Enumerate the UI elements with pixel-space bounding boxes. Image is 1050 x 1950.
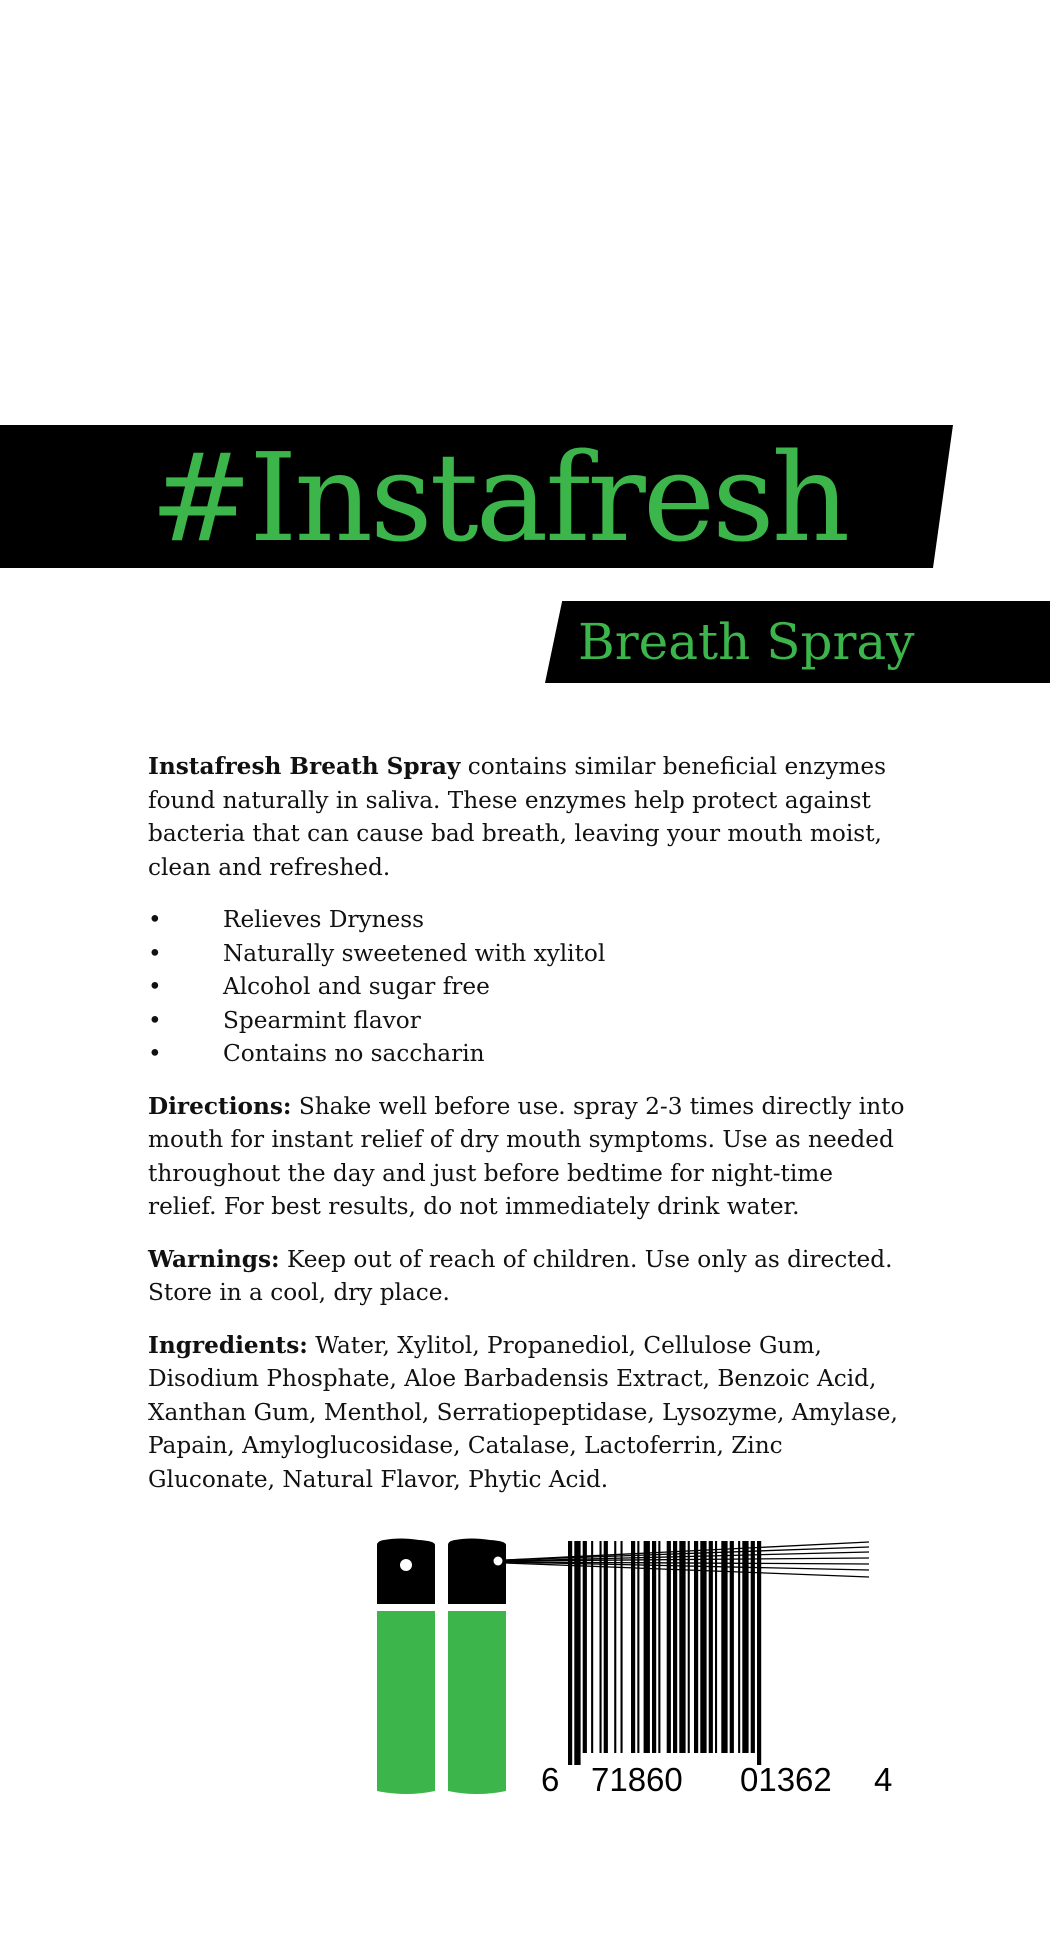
description-text: contains similar beneficial enzymes found naturally in saliva. These enzymes help protect against bacteria that can cause bad breath, leaving your mouth moist, clean and refreshed. — [148, 753, 887, 881]
barcode-bar — [715, 1541, 717, 1753]
description-paragraph — [148, 750, 908, 884]
barcode-bar — [631, 1541, 635, 1753]
product-subtitle: Breath Spray — [578, 613, 915, 671]
barcode-bar — [673, 1541, 677, 1753]
bullet: • — [148, 973, 162, 1000]
label-content — [148, 750, 908, 1515]
ingredients-label: Ingredients: — [148, 1331, 308, 1359]
list-item — [148, 970, 908, 1004]
barcode-bar — [688, 1541, 690, 1753]
feature-text: Spearmint flavor — [223, 1006, 421, 1034]
barcode-bar — [730, 1541, 734, 1753]
barcode-bar — [738, 1541, 740, 1753]
feature-text: Naturally sweetened with xylitol — [223, 939, 606, 967]
list-item — [148, 1037, 908, 1071]
description-lead: Instafresh Breath Spray — [148, 753, 461, 780]
directions-text: Shake well before use. spray 2-3 times directly into mouth for instant relief of dry mouth symptoms. Use as needed throughout the day and just before bedtime for night-time relief. For best results, do not immediately drink water. — [148, 1092, 905, 1220]
bullet: • — [148, 939, 162, 967]
directions-paragraph — [148, 1090, 908, 1224]
barcode-bar — [700, 1541, 706, 1753]
warnings-paragraph — [148, 1243, 908, 1310]
barcode-bar — [583, 1541, 587, 1753]
barcode-icon — [568, 1541, 761, 1765]
barcode-bar — [644, 1541, 650, 1753]
barcode-bar — [658, 1541, 660, 1753]
barcode-bar — [652, 1541, 656, 1753]
brand-title — [150, 428, 847, 568]
spray-bottle-icon — [377, 1539, 435, 1795]
ingredients-text: Water, Xylitol, Propanediol, Cellulose Gum, Disodium Phosphate, Aloe Barbadensis Extract, Benzoic Acid, Xanthan Gum, Menthol, Serratiopeptidase, Lysozyme, Amylase, Papain, Amyloglucosidase, Catalase, Lactoferrin, Zinc Gluconate, Natural Flavor, Phytic Acid. — [148, 1331, 898, 1493]
spray-barcode-graphic — [370, 1535, 900, 1805]
feature-text: Relieves Dryness — [223, 906, 425, 933]
barcode-bar — [614, 1541, 616, 1753]
barcode-bar — [751, 1541, 755, 1753]
barcode-bar — [742, 1541, 748, 1753]
barcode-bar — [591, 1541, 593, 1753]
bullet: • — [148, 906, 162, 933]
bullet: • — [148, 1006, 162, 1034]
brand-name: Instafresh — [249, 427, 848, 569]
barcode-digit: 4 — [874, 1761, 893, 1798]
barcode-bar — [568, 1541, 572, 1765]
barcode-digit: 71860 — [591, 1761, 683, 1798]
feature-text: Alcohol and sugar free — [223, 973, 490, 1000]
list-item — [148, 937, 908, 971]
feature-text: Contains no saccharin — [223, 1040, 485, 1067]
barcode-bar — [621, 1541, 623, 1753]
barcode-bar — [709, 1541, 713, 1753]
directions-label: Directions: — [148, 1092, 292, 1120]
bullet: • — [148, 1040, 162, 1067]
barcode-bar — [574, 1541, 580, 1765]
barcode-bar — [637, 1541, 639, 1753]
spray-lines — [506, 1542, 869, 1577]
list-item — [148, 1004, 908, 1038]
barcode-bar — [679, 1541, 685, 1753]
barcode-bar — [667, 1541, 671, 1753]
ingredients-paragraph — [148, 1329, 908, 1497]
barcode-bar — [757, 1541, 761, 1765]
warnings-text: Keep out of reach of children. Use only as directed. Store in a cool, dry place. — [148, 1245, 893, 1306]
hashtag-symbol: # — [150, 427, 250, 569]
barcode-bar — [694, 1541, 698, 1753]
barcode-digit: 6 — [541, 1761, 560, 1798]
features-list — [148, 903, 908, 1071]
warnings-label: Warnings: — [148, 1245, 280, 1273]
barcode-bar — [604, 1541, 608, 1753]
barcode-bar — [721, 1541, 727, 1753]
barcode-bar — [600, 1541, 602, 1753]
barcode-digit: 01362 — [740, 1761, 832, 1798]
list-item — [148, 903, 908, 937]
spray-bottle-icon — [448, 1539, 506, 1795]
